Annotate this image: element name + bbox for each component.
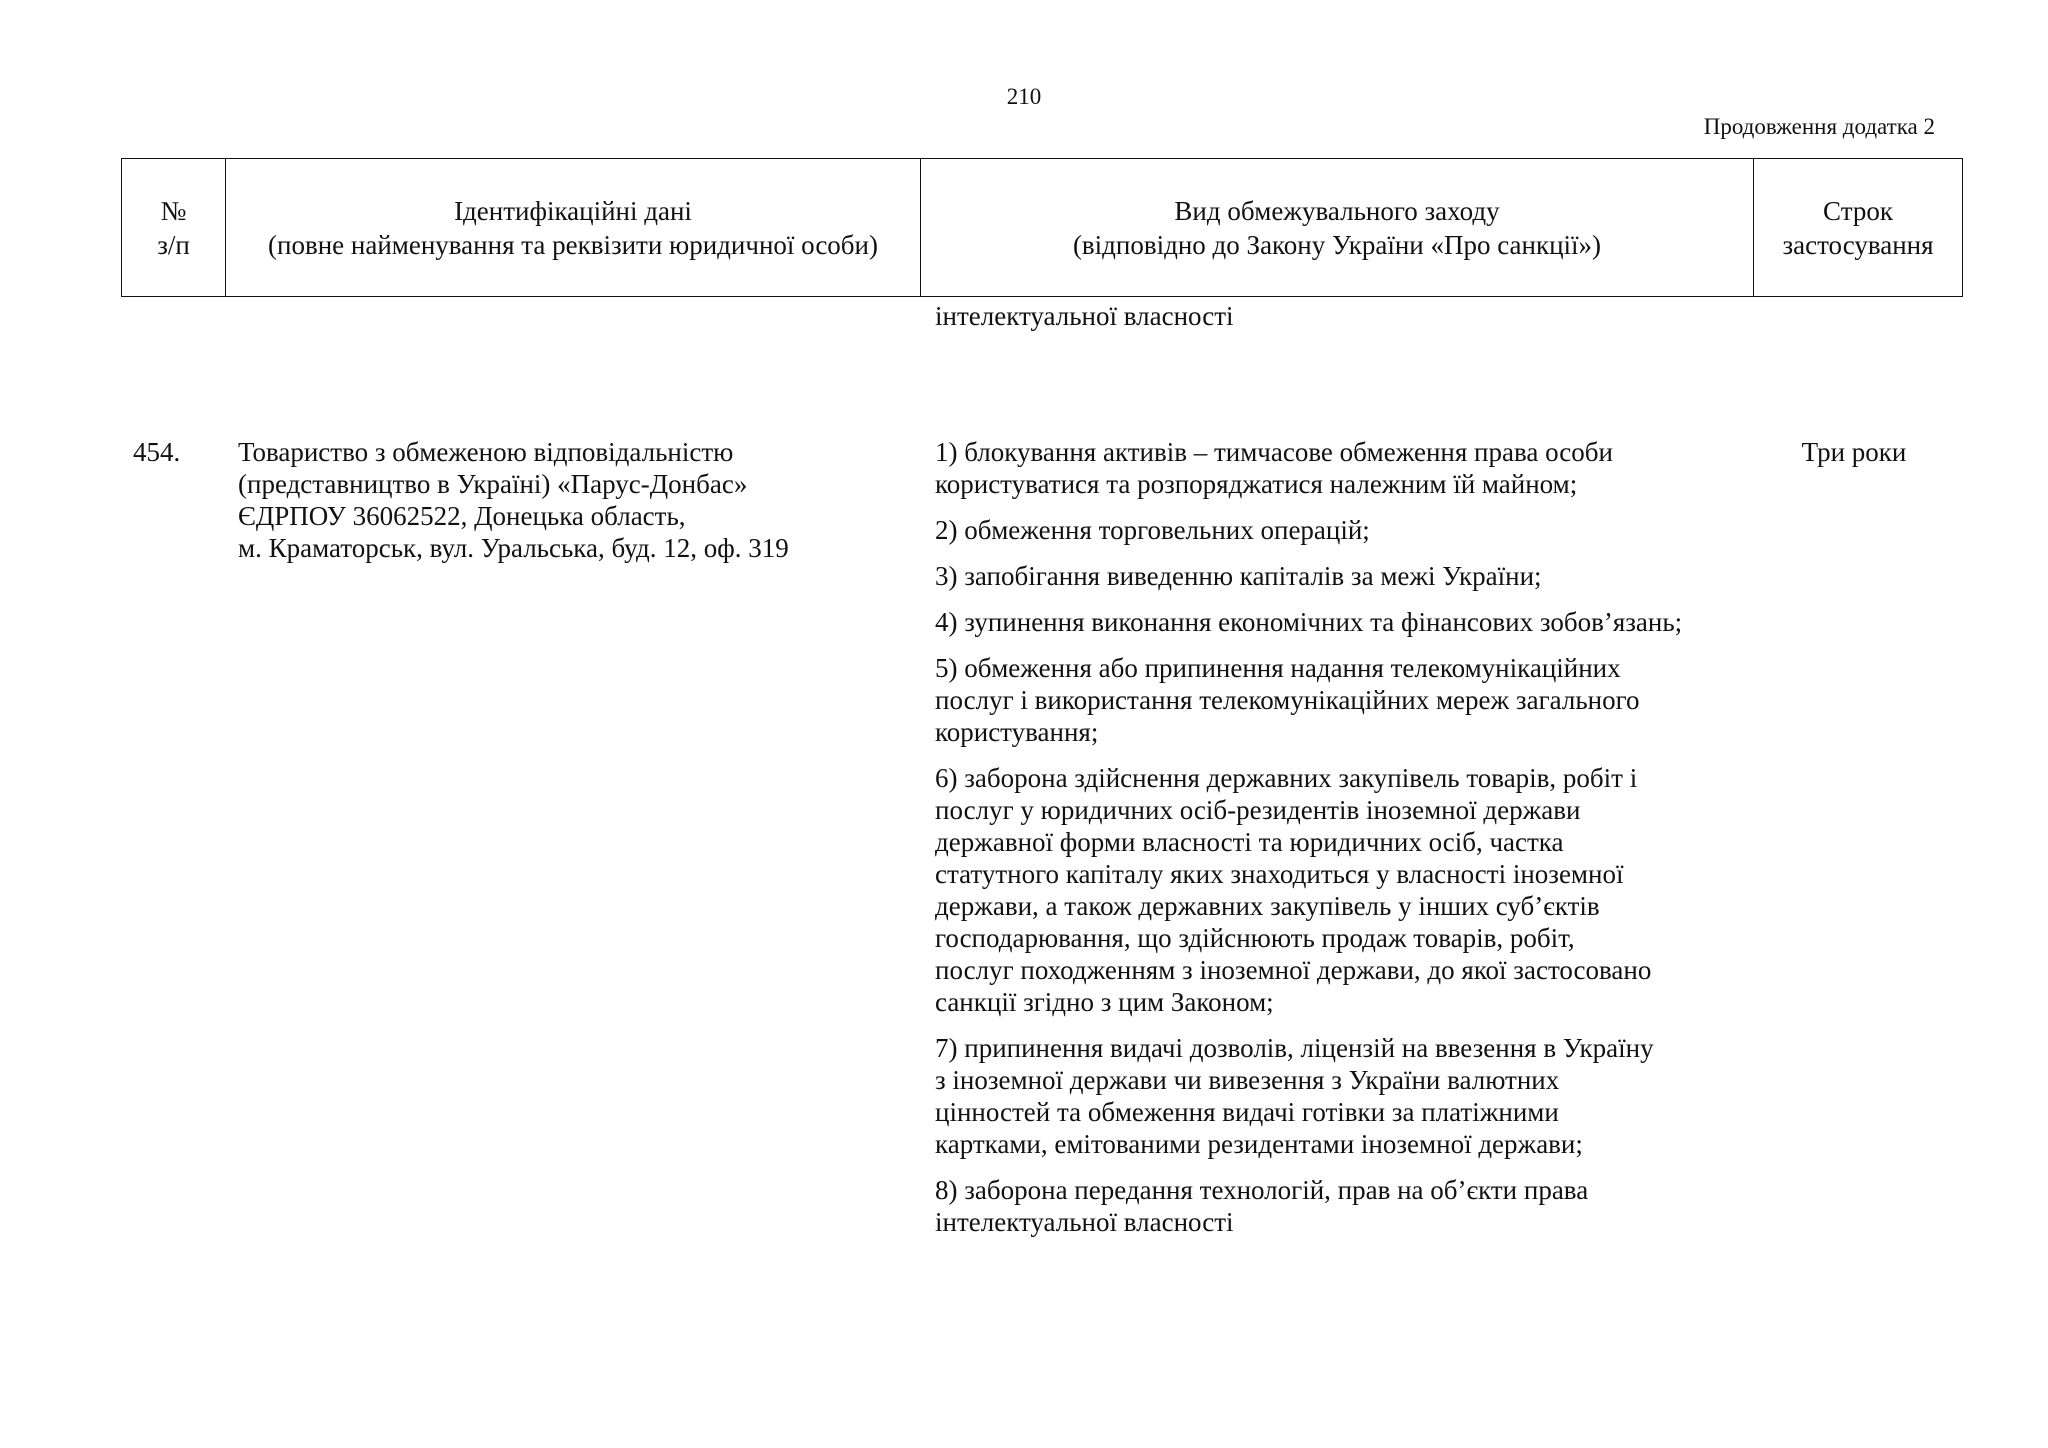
entity-line: ЄДРПОУ 36062522, Донецька область, [238, 501, 686, 531]
entity-line: м. Краматорськ, вул. Уральська, буд. 12, оф. 319 [238, 533, 789, 563]
header-identification-column [226, 159, 921, 297]
header-measure-column [921, 159, 1754, 297]
entity-details [238, 436, 918, 564]
measure-line: 1) блокування активів – тимчасове обмеження права особи [935, 437, 1613, 467]
measures-list [935, 436, 1735, 1252]
measure-item [935, 1032, 1735, 1160]
measure-line: 4) зупинення виконання економічних та фінансових зобов’язань; [935, 607, 1683, 637]
measure-line: державної форми власності та юридичних осіб, частка [935, 827, 1564, 857]
measure-item [935, 1174, 1735, 1238]
measure-item [935, 606, 1735, 638]
measure-item [935, 560, 1735, 592]
header-text: Строк [1823, 195, 1893, 226]
measure-line: послуг у юридичних осіб-резидентів іноземної держави [935, 795, 1581, 825]
header-term-column [1754, 159, 1963, 297]
measure-item [935, 436, 1735, 500]
measure-line: 7) припинення видачі дозволів, ліцензій на ввезення в Україну [935, 1033, 1654, 1063]
header-text: застосування [1782, 229, 1934, 260]
measure-item [935, 762, 1735, 1018]
measure-line: санкції згідно з цим Законом; [935, 987, 1274, 1017]
entity-line: Товариство з обмеженою відповідальністю [238, 437, 734, 467]
measure-line: цінностей та обмеження видачі готівки за платіжними [935, 1097, 1559, 1127]
measure-line: користуватися та розпоряджатися належним їй майном; [935, 469, 1578, 499]
application-term: Три роки [1801, 437, 1907, 467]
header-number-column [122, 159, 226, 297]
measure-line: користування; [935, 717, 1099, 747]
entry-number: 454. [133, 437, 181, 467]
header-text: Вид обмежувального заходу [1174, 195, 1500, 226]
measure-item [935, 514, 1735, 546]
measure-line: 8) заборона передання технологій, прав на об’єкти права [935, 1175, 1589, 1205]
header-text: (повне найменування та реквізити юридичної особи) [268, 229, 878, 260]
measure-line: господарювання, що здійснюють продаж товарів, робіт, [935, 923, 1575, 953]
header-text: (відповідно до Закону України «Про санкції») [1072, 229, 1602, 260]
page-number: 210 [1006, 84, 1042, 109]
continuation-label: Продовження додатка 2 [1703, 114, 1935, 139]
measure-item [935, 652, 1735, 748]
header-text: з/п [157, 229, 190, 260]
header-text: № [160, 195, 187, 226]
measure-line: 6) заборона здійснення державних закупівель товарів, робіт і [935, 763, 1638, 793]
header-text: Ідентифікаційні дані [454, 195, 692, 226]
entity-line: (представництво в Україні) «Парус-Донбас» [238, 469, 748, 499]
measure-line: послуг походженням з іноземної держави, до якої застосовано [935, 955, 1652, 985]
measure-line: держави, а також державних закупівель у інших суб’єктів [935, 891, 1600, 921]
measure-line: з іноземної держави чи вивезення з України валютних [935, 1065, 1560, 1095]
measure-line: 2) обмеження торговельних операцій; [935, 515, 1370, 545]
measure-line: інтелектуальної власності [935, 1207, 1234, 1237]
measure-line: 5) обмеження або припинення надання телекомунікаційних [935, 653, 1621, 683]
table-header [121, 158, 1963, 297]
measure-line: статутного капіталу яких знаходиться у власності іноземної [935, 859, 1624, 889]
measure-line: послуг і використання телекомунікаційних мереж загального [935, 685, 1640, 715]
measure-line: картками, емітованими резидентами іноземної держави; [935, 1129, 1583, 1159]
carryover-text: інтелектуальної власності [935, 301, 1234, 331]
measure-line: 3) запобігання виведенню капіталів за межі України; [935, 561, 1542, 591]
